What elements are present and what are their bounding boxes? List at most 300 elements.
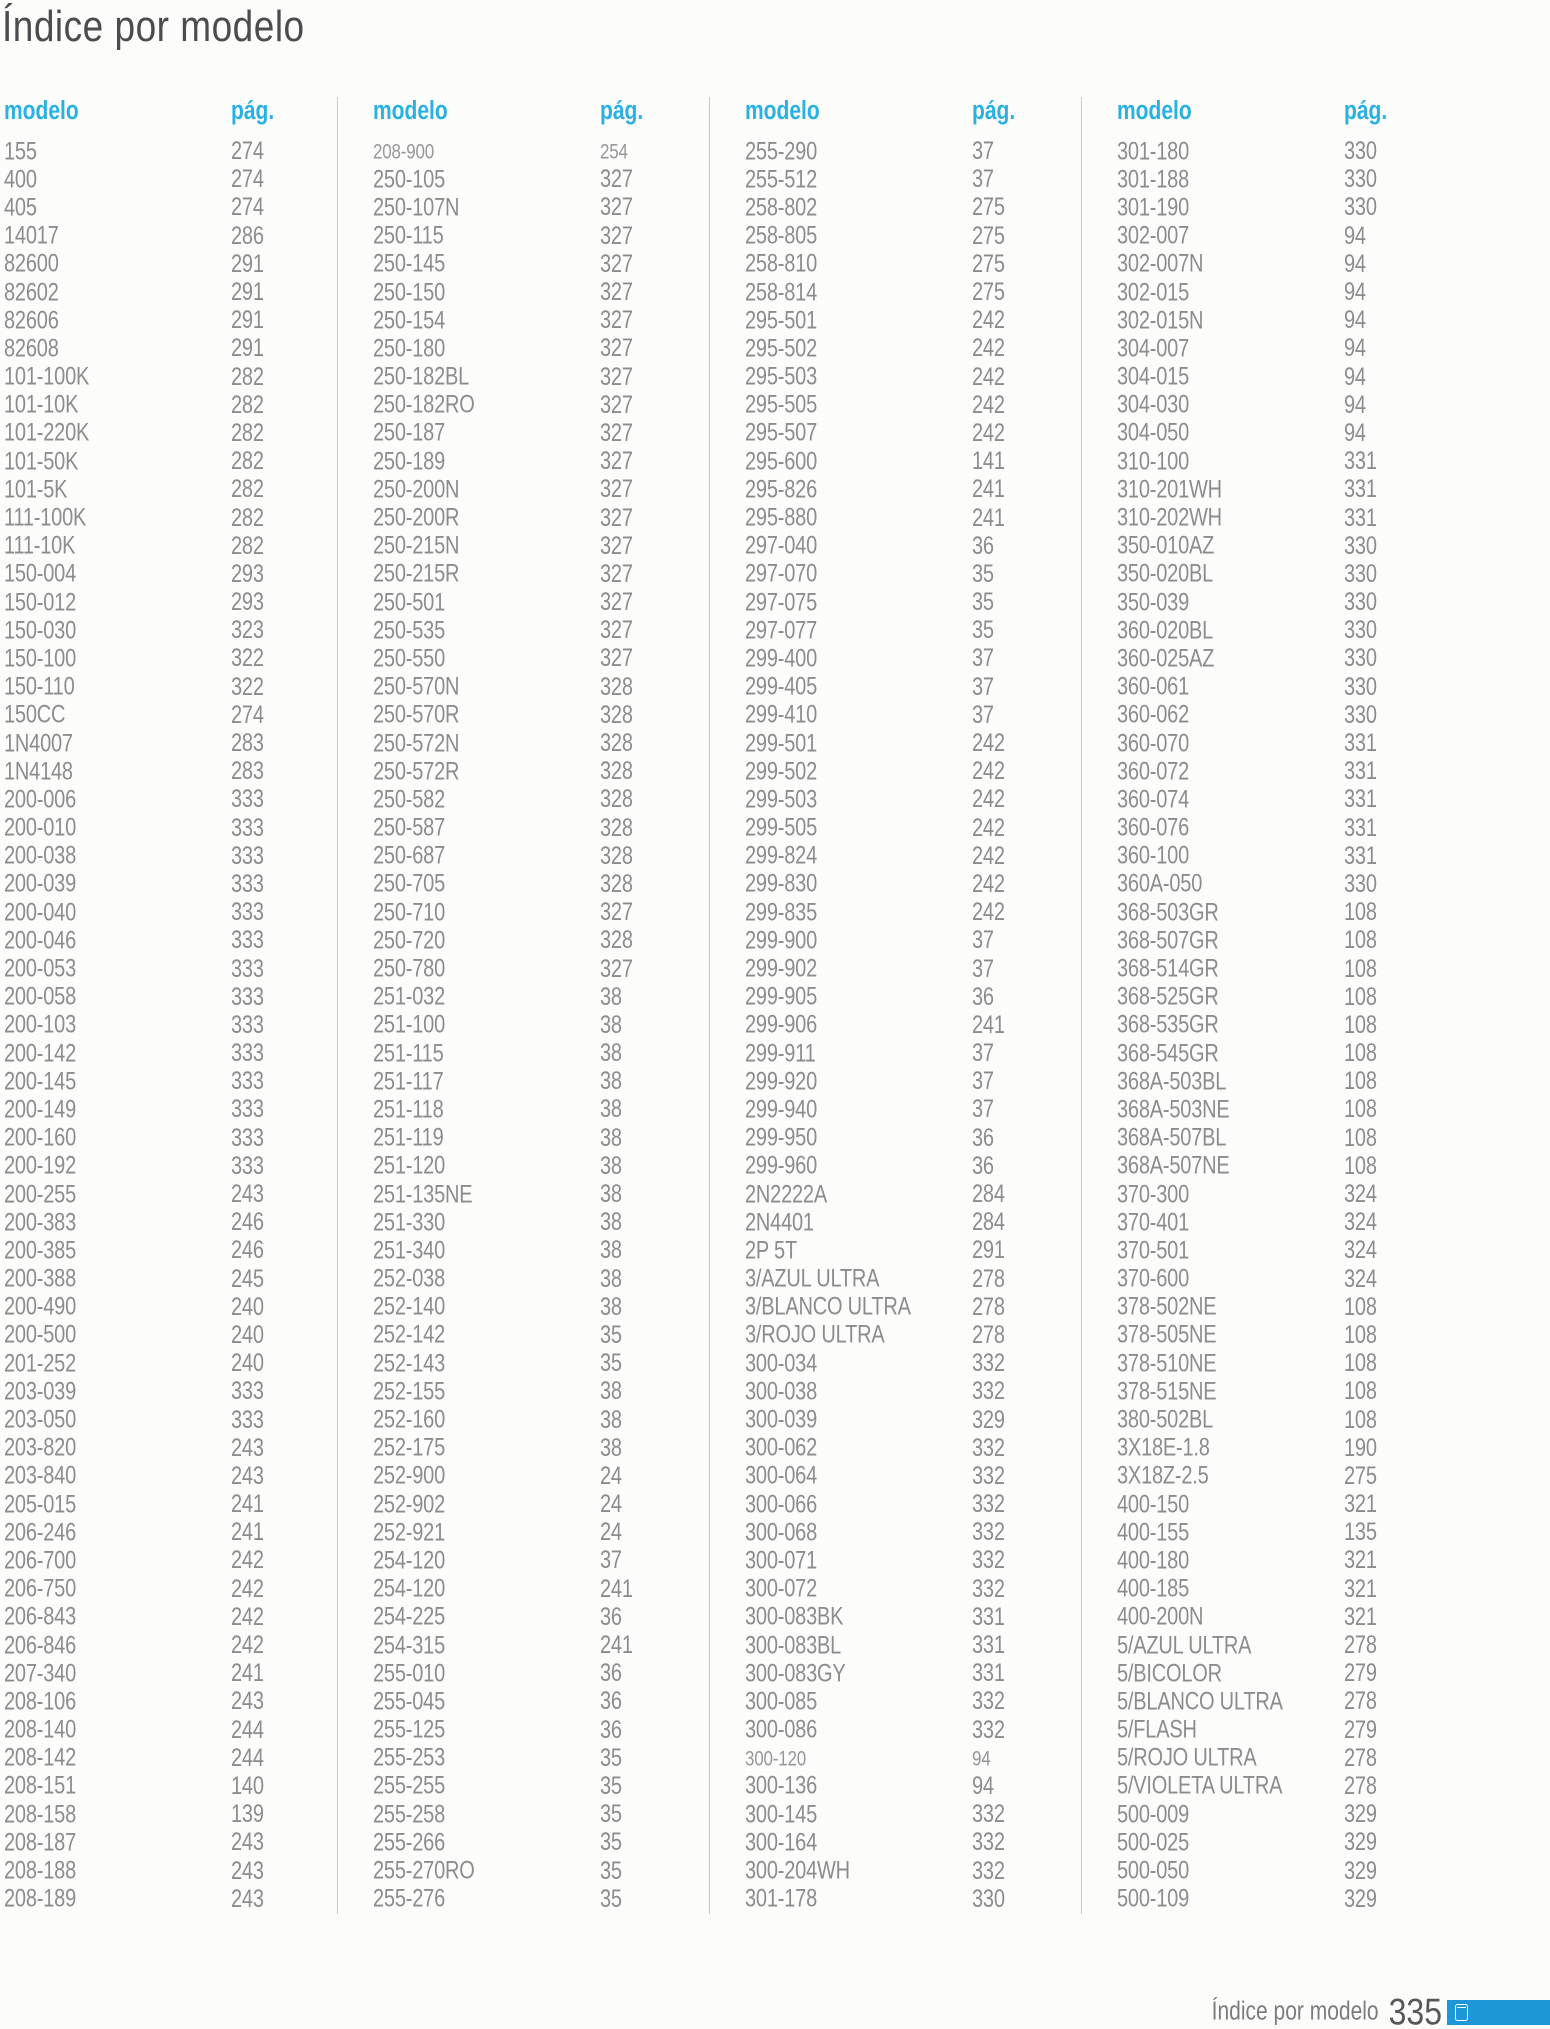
page-cell: 333 [231,1405,264,1434]
table-row [373,1829,709,1857]
page-cell: 240 [231,1321,264,1350]
index-column-3 [709,97,1081,1914]
table-row [4,194,337,222]
table-row [745,1604,1081,1632]
model-cell: 370-501 [1117,1236,1189,1265]
table-row [373,533,709,561]
table-row [1117,1040,1453,1068]
model-cell: 300-083BL [745,1631,842,1660]
page-cell: 108 [1344,1011,1377,1040]
page-cell: 333 [231,813,264,842]
page-cell: 279 [1344,1659,1377,1688]
page-cell: 254 [600,139,628,164]
model-cell: 252-038 [373,1264,445,1293]
table-row [4,1660,337,1688]
model-cell: 200-053 [4,954,76,983]
table-row [1117,364,1453,392]
model-cell: 350-020BL [1117,560,1214,589]
model-cell: 304-015 [1117,362,1189,391]
table-row [745,1547,1081,1575]
model-cell: 299-940 [745,1095,817,1124]
table-row [4,448,337,476]
model-cell: 300-068 [745,1518,817,1547]
table-row [745,1660,1081,1688]
page-cell: 333 [231,1039,264,1068]
page-cell: 242 [972,391,1005,420]
table-row [373,1153,709,1181]
model-cell: 360-076 [1117,813,1189,842]
table-row [745,617,1081,645]
page-cell: 139 [231,1800,264,1829]
model-cell: 300-038 [745,1377,817,1406]
page-cell: 333 [231,983,264,1012]
model-cell: 200-058 [4,983,76,1012]
page-cell: 241 [231,1659,264,1688]
page-cell: 327 [600,475,633,504]
table-row [1117,1322,1453,1350]
table-row [1117,1125,1453,1153]
table-row [1117,1463,1453,1491]
model-cell: 208-140 [4,1715,76,1744]
table-row [4,223,337,251]
table-row [4,166,337,194]
page-cell: 279 [1344,1715,1377,1744]
page-cell: 108 [1344,926,1377,955]
page-cell: 329 [1344,1800,1377,1829]
page-cell: 94 [972,1772,994,1801]
model-cell: 150-110 [4,673,75,701]
table-row [1117,476,1453,504]
table-row [373,1068,709,1096]
table-row [373,1604,709,1632]
table-row [373,1632,709,1660]
table-row [4,138,337,166]
model-cell: 400-150 [1117,1490,1189,1519]
table-row [745,1209,1081,1237]
page-cell: 327 [600,334,633,363]
model-cell: 300-064 [745,1462,817,1491]
page-footer [1211,1990,1550,2029]
model-cell: 300-071 [745,1546,817,1575]
model-cell: 250-187 [373,419,445,448]
page-cell: 327 [600,954,633,983]
table-row [1117,1547,1453,1575]
page-cell: 332 [972,1856,1005,1885]
model-cell: 500-109 [1117,1885,1189,1914]
table-row [745,786,1081,814]
model-cell: 400-185 [1117,1575,1189,1603]
model-cell: 250-501 [373,588,445,617]
model-cell: 252-142 [373,1321,445,1350]
table-row [745,364,1081,392]
page-cell: 108 [1344,1321,1377,1350]
page-cell: 324 [1344,1208,1377,1237]
table-row [745,1745,1081,1773]
table-row [373,1857,709,1885]
table-row [745,645,1081,673]
table-row [373,420,709,448]
model-cell: 252-902 [373,1490,445,1519]
table-row [1117,223,1453,251]
model-index-table [4,97,1453,1914]
model-cell: 368A-507NE [1117,1152,1230,1181]
table-row [4,899,337,927]
model-cell: 400-200N [1117,1603,1204,1632]
table-row [4,871,337,899]
page-cell: 108 [1344,1124,1377,1152]
model-cell: 250-150 [373,278,445,307]
model-cell: 200-010 [4,813,76,842]
page-cell: 24 [600,1518,622,1547]
table-row [1117,1632,1453,1660]
page-title: Índice por modelo [2,2,305,51]
page-cell: 242 [231,1603,264,1632]
model-cell: 207-340 [4,1659,76,1688]
model-cell: 360-072 [1117,757,1189,786]
table-row [373,1322,709,1350]
table-row [4,504,337,532]
model-cell: 299-950 [745,1124,817,1152]
model-cell: 255-258 [373,1800,445,1829]
model-cell: 297-040 [745,532,817,561]
table-row [373,1294,709,1322]
model-cell: 304-030 [1117,391,1189,420]
model-cell: 251-100 [373,1011,445,1040]
table-row [745,194,1081,222]
model-cell: 405 [4,193,37,222]
page-cell: 35 [600,1744,622,1773]
page-cell: 37 [972,1067,994,1096]
model-cell: 82606 [4,306,59,335]
model-cell: 255-125 [373,1715,445,1744]
index-column-1 [4,97,337,1914]
table-row [745,1576,1081,1604]
table-row [745,166,1081,194]
model-cell: 250-780 [373,954,445,983]
table-row [373,1181,709,1209]
page-cell: 35 [600,1321,622,1350]
page-cell: 332 [972,1349,1005,1378]
page-cell: 327 [600,447,633,476]
page-cell: 38 [600,1039,622,1068]
table-row [373,1519,709,1547]
table-row [373,1012,709,1040]
page-cell: 321 [1344,1546,1377,1575]
model-cell: 200-500 [4,1321,76,1350]
model-cell: 368-525GR [1117,983,1219,1012]
model-cell: 299-911 [745,1039,816,1068]
table-row [1117,1745,1453,1773]
column-header [745,97,1081,138]
page-cell: 283 [231,729,264,758]
table-row [4,955,337,983]
table-row [745,1801,1081,1829]
footer-section-label: Índice por modelo [1211,1997,1379,2026]
table-row [4,1576,337,1604]
model-cell: 302-015 [1117,278,1189,307]
page-cell: 327 [600,193,633,222]
model-cell: 380-502BL [1117,1405,1214,1434]
table-row [373,955,709,983]
model-cell: 500-050 [1117,1856,1189,1885]
model-cell: 350-010AZ [1117,532,1215,561]
page-cell: 327 [600,503,633,532]
page-cell: 38 [600,1264,622,1293]
table-row [745,561,1081,589]
model-cell: 300-039 [745,1405,817,1434]
model-cell: 400-180 [1117,1546,1189,1575]
table-row [373,871,709,899]
table-row [4,533,337,561]
table-row [745,1096,1081,1124]
page-cell: 108 [1344,1152,1377,1181]
page-cell: 35 [600,1772,622,1801]
model-cell: 378-515NE [1117,1377,1217,1406]
table-row [1117,899,1453,927]
page-cell: 242 [231,1575,264,1603]
table-row [373,223,709,251]
model-cell: 206-246 [4,1518,76,1547]
table-row [373,1209,709,1237]
model-cell: 295-501 [745,306,817,335]
page-cell: 242 [972,362,1005,391]
model-cell: 299-405 [745,673,817,701]
page-cell: 331 [1344,447,1377,476]
model-cell: 200-038 [4,842,76,871]
model-header-label: modelo [4,97,79,126]
model-cell: 500-009 [1117,1800,1189,1829]
model-cell: 251-119 [373,1124,444,1152]
page-cell: 331 [1344,785,1377,814]
model-cell: 255-253 [373,1744,445,1773]
model-cell: 299-902 [745,954,817,983]
page-cell: 246 [231,1236,264,1265]
table-row [745,1378,1081,1406]
table-row [4,1717,337,1745]
model-cell: 295-880 [745,503,817,532]
model-cell: 150CC [4,701,66,730]
model-cell: 250-182RO [373,391,475,420]
page-cell: 327 [600,362,633,391]
model-cell: 252-160 [373,1405,445,1434]
page-cell: 36 [600,1603,622,1632]
model-cell: 200-490 [4,1293,76,1322]
table-row [373,1378,709,1406]
model-cell: 310-201WH [1117,475,1222,504]
column-rows [745,138,1081,1914]
table-row [4,307,337,335]
model-cell: 203-820 [4,1434,76,1463]
book-icon [1455,2004,1468,2021]
table-row [1117,758,1453,786]
model-cell: 295-505 [745,391,817,420]
model-cell: 255-290 [745,137,817,166]
page-cell: 332 [972,1462,1005,1491]
table-row [373,1463,709,1491]
page-cell: 36 [600,1659,622,1688]
page-cell: 327 [600,222,633,250]
page-cell: 278 [972,1264,1005,1293]
model-cell: 250-582 [373,785,445,814]
table-row [4,1773,337,1801]
model-cell: 299-824 [745,842,817,871]
model-cell: 370-401 [1117,1208,1189,1237]
model-cell: 310-202WH [1117,503,1222,532]
model-cell: 301-190 [1117,193,1189,222]
table-row [745,1717,1081,1745]
page-cell: 333 [231,1067,264,1096]
model-cell: 200-149 [4,1095,76,1124]
model-cell: 250-710 [373,898,445,927]
model-cell: 251-118 [373,1095,444,1124]
page-cell: 327 [600,419,633,448]
table-row [373,984,709,1012]
table-row [745,1688,1081,1716]
page-cell: 327 [600,588,633,617]
model-cell: 251-032 [373,983,445,1012]
table-row [373,1096,709,1124]
model-cell: 255-255 [373,1772,445,1801]
page-cell: 331 [1344,813,1377,842]
page-cell: 94 [1344,334,1366,363]
model-cell: 360-061 [1117,673,1189,701]
table-row [745,1322,1081,1350]
column-header [1117,97,1453,138]
page-cell: 108 [1344,983,1377,1012]
model-cell: 82602 [4,278,59,307]
page-cell: 243 [231,1828,264,1857]
page-cell: 291 [231,250,264,279]
table-row [373,1886,709,1914]
page-cell: 242 [972,898,1005,927]
page-cell: 246 [231,1208,264,1237]
model-cell: 350-039 [1117,588,1189,617]
page-cell: 37 [972,165,994,194]
model-cell: 150-030 [4,616,76,645]
model-cell: 5/AZUL ULTRA [1117,1631,1252,1660]
page-cell: 243 [231,1856,264,1885]
table-row [373,251,709,279]
page-cell: 324 [1344,1236,1377,1265]
table-row [4,476,337,504]
table-row [4,1406,337,1434]
page-cell: 35 [972,588,994,617]
table-row [4,420,337,448]
table-row [745,1857,1081,1885]
model-cell: 378-510NE [1117,1349,1217,1378]
page-cell: 36 [972,1124,994,1152]
page-cell: 327 [600,250,633,279]
page-header-label: pág. [600,97,644,126]
table-row [373,1547,709,1575]
model-cell: 1N4148 [4,757,73,786]
model-cell: 299-501 [745,729,817,758]
table-row [1117,1829,1453,1857]
table-row [4,561,337,589]
table-row [373,1688,709,1716]
page-cell: 330 [1344,673,1377,701]
table-row [373,730,709,758]
model-cell: 201-252 [4,1349,76,1378]
model-cell: 250-687 [373,842,445,871]
table-row [4,1632,337,1660]
page-cell: 327 [600,560,633,589]
table-row [373,1745,709,1773]
page-cell: 37 [972,954,994,983]
page-cell: 330 [1344,616,1377,645]
model-cell: 155 [4,137,37,166]
page-cell: 242 [972,306,1005,335]
page-cell: 240 [231,1349,264,1378]
table-row [373,194,709,222]
page-cell: 331 [1344,842,1377,871]
page-cell: 38 [600,1095,622,1124]
model-cell: 200-192 [4,1152,76,1181]
model-cell: 203-050 [4,1405,76,1434]
page-cell: 243 [231,1885,264,1914]
table-row [1117,420,1453,448]
model-cell: 250-570R [373,701,460,730]
model-cell: 101-220K [4,419,90,448]
page-cell: 241 [972,503,1005,532]
model-cell: 250-570N [373,673,460,701]
model-cell: 250-535 [373,616,445,645]
model-cell: 101-50K [4,447,79,476]
table-row [1117,843,1453,871]
page-cell: 282 [231,475,264,504]
table-row [4,1491,337,1519]
table-row [1117,1378,1453,1406]
model-cell: 208-142 [4,1744,76,1773]
table-row [4,589,337,617]
page-cell: 274 [231,701,264,730]
model-cell: 250-215N [373,532,460,561]
model-cell: 297-070 [745,560,817,589]
table-row [1117,786,1453,814]
page-cell: 241 [972,1011,1005,1040]
page-cell: 322 [231,673,264,701]
page-cell: 333 [231,926,264,955]
page-cell: 291 [231,278,264,307]
model-cell: 368-503GR [1117,898,1219,927]
model-cell: 251-340 [373,1236,445,1265]
page-cell: 329 [1344,1828,1377,1857]
table-row [1117,1266,1453,1294]
page-header-label: pág. [231,97,275,126]
table-row [4,645,337,673]
table-row [1117,674,1453,702]
model-cell: 295-503 [745,362,817,391]
table-row [1117,1350,1453,1378]
model-cell: 206-750 [4,1575,76,1603]
model-cell: 301-180 [1117,137,1189,166]
table-row [745,1519,1081,1547]
model-cell: 2N2222A [745,1180,827,1209]
page-cell: 331 [1344,757,1377,786]
table-row [1117,1209,1453,1237]
page-cell: 332 [972,1715,1005,1744]
table-row [1117,1181,1453,1209]
table-row [745,1350,1081,1378]
page-cell: 37 [600,1546,622,1575]
model-cell: 255-010 [373,1659,445,1688]
page-cell: 37 [972,137,994,166]
page-cell: 328 [600,701,633,730]
model-cell: 258-814 [745,278,817,307]
column-rows [373,138,709,1914]
page-cell: 94 [972,1746,991,1771]
model-cell: 200-385 [4,1236,76,1265]
